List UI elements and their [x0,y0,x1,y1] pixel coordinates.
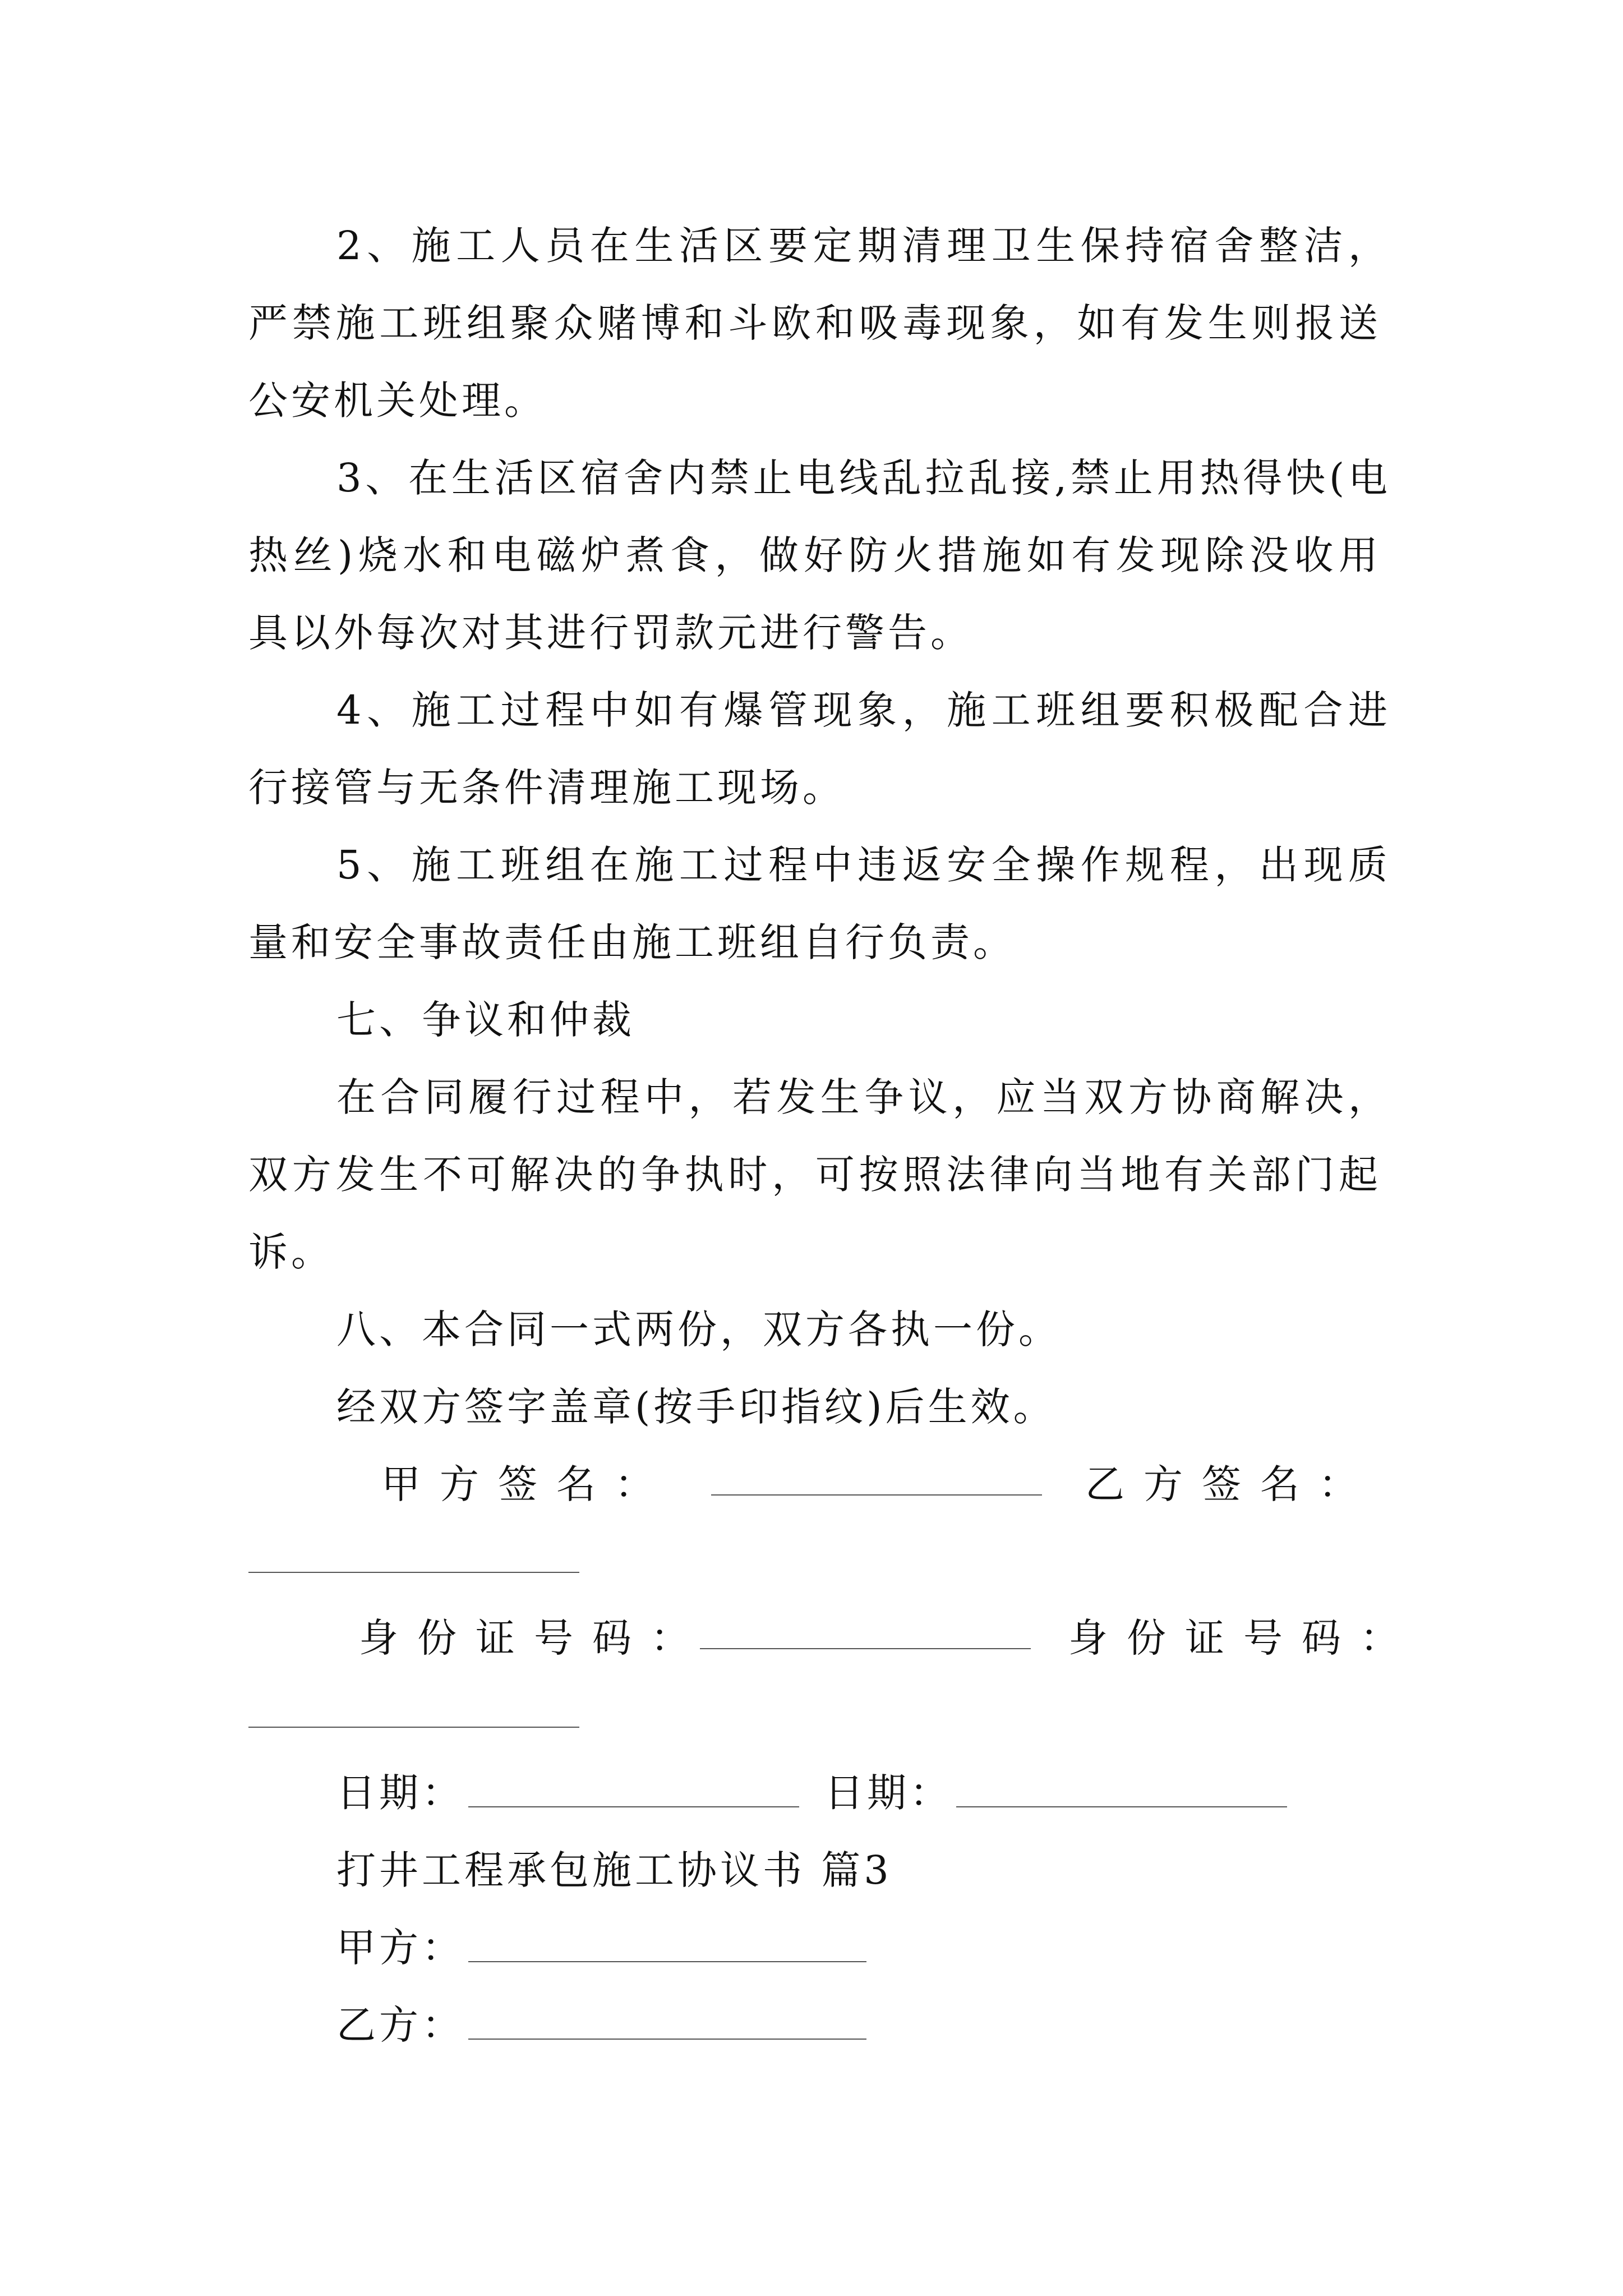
next-doc-party-b-line[interactable] [468,2005,866,2040]
effective-clause: 经双方签字盖章(按手印指纹)后生效。 [336,1384,1056,1430]
party-b-sign-label: 乙方签名： [1085,1461,1377,1507]
next-doc-party-a-label: 甲方： [336,1925,464,1971]
clause-2-line-3: 公安机关处理。 [248,378,547,424]
clause-5-line-1: 5、施工班组在施工过程中违返安全操作规程，出现质 [336,842,1391,888]
next-doc-party-b-label: 乙方： [336,2002,464,2048]
date-b-label: 日期： [824,1770,952,1816]
section-7-heading: 七、争议和仲裁 [336,997,635,1043]
clause-2-line-2: 严禁施工班组聚众赌博和斗欧和吸毒现象，如有发生则报送 [248,300,1381,346]
next-doc-party-a-line[interactable] [468,1927,866,1962]
clause-3-line-3: 具以外每次对其进行罚款元进行警告。 [248,610,973,656]
party-a-sign-label: 甲方签名： [381,1461,673,1507]
clause-3-line-1: 3、在生活区宿舍内禁止电线乱拉乱接,禁止用热得快(电 [336,455,1391,501]
clause-3-line-2: 热丝)烧水和电磁炉煮食，做好防火措施如有发现除没收用 [248,532,1381,578]
clause-2-line-1: 2、施工人员在生活区要定期清理卫生保持宿舍整洁， [336,223,1391,269]
section-7-body-line-3: 诉。 [248,1229,334,1275]
section-7-body-line-1: 在合同履行过程中，若发生争议，应当双方协商解决， [336,1074,1391,1120]
clause-4-line-1: 4、施工过程中如有爆管现象，施工班组要积极配合进 [336,687,1391,733]
clause-5-line-2: 量和安全事故责任由施工班组自行负责。 [248,919,1016,965]
id-a-line[interactable] [700,1614,1031,1649]
section-7-body-line-2: 双方发生不可解决的争执时，可按照法律向当地有关部门起 [248,1152,1381,1198]
date-a-label: 日期： [336,1770,464,1816]
id-b-label: 身份证号码： [1068,1615,1418,1661]
id-a-label: 身份证号码： [359,1615,709,1661]
clause-4-line-2: 行接管与无条件清理施工现场。 [248,765,845,811]
id-b-line[interactable] [248,1693,579,1728]
section-8: 八、本合同一式两份，双方各执一份。 [336,1306,1061,1352]
party-a-sign-line[interactable] [711,1461,1042,1496]
party-b-sign-line[interactable] [248,1538,579,1573]
date-a-line[interactable] [468,1773,799,1807]
next-doc-title: 打井工程承包施工协议书 篇3 [336,1847,892,1893]
date-b-line[interactable] [956,1773,1287,1807]
